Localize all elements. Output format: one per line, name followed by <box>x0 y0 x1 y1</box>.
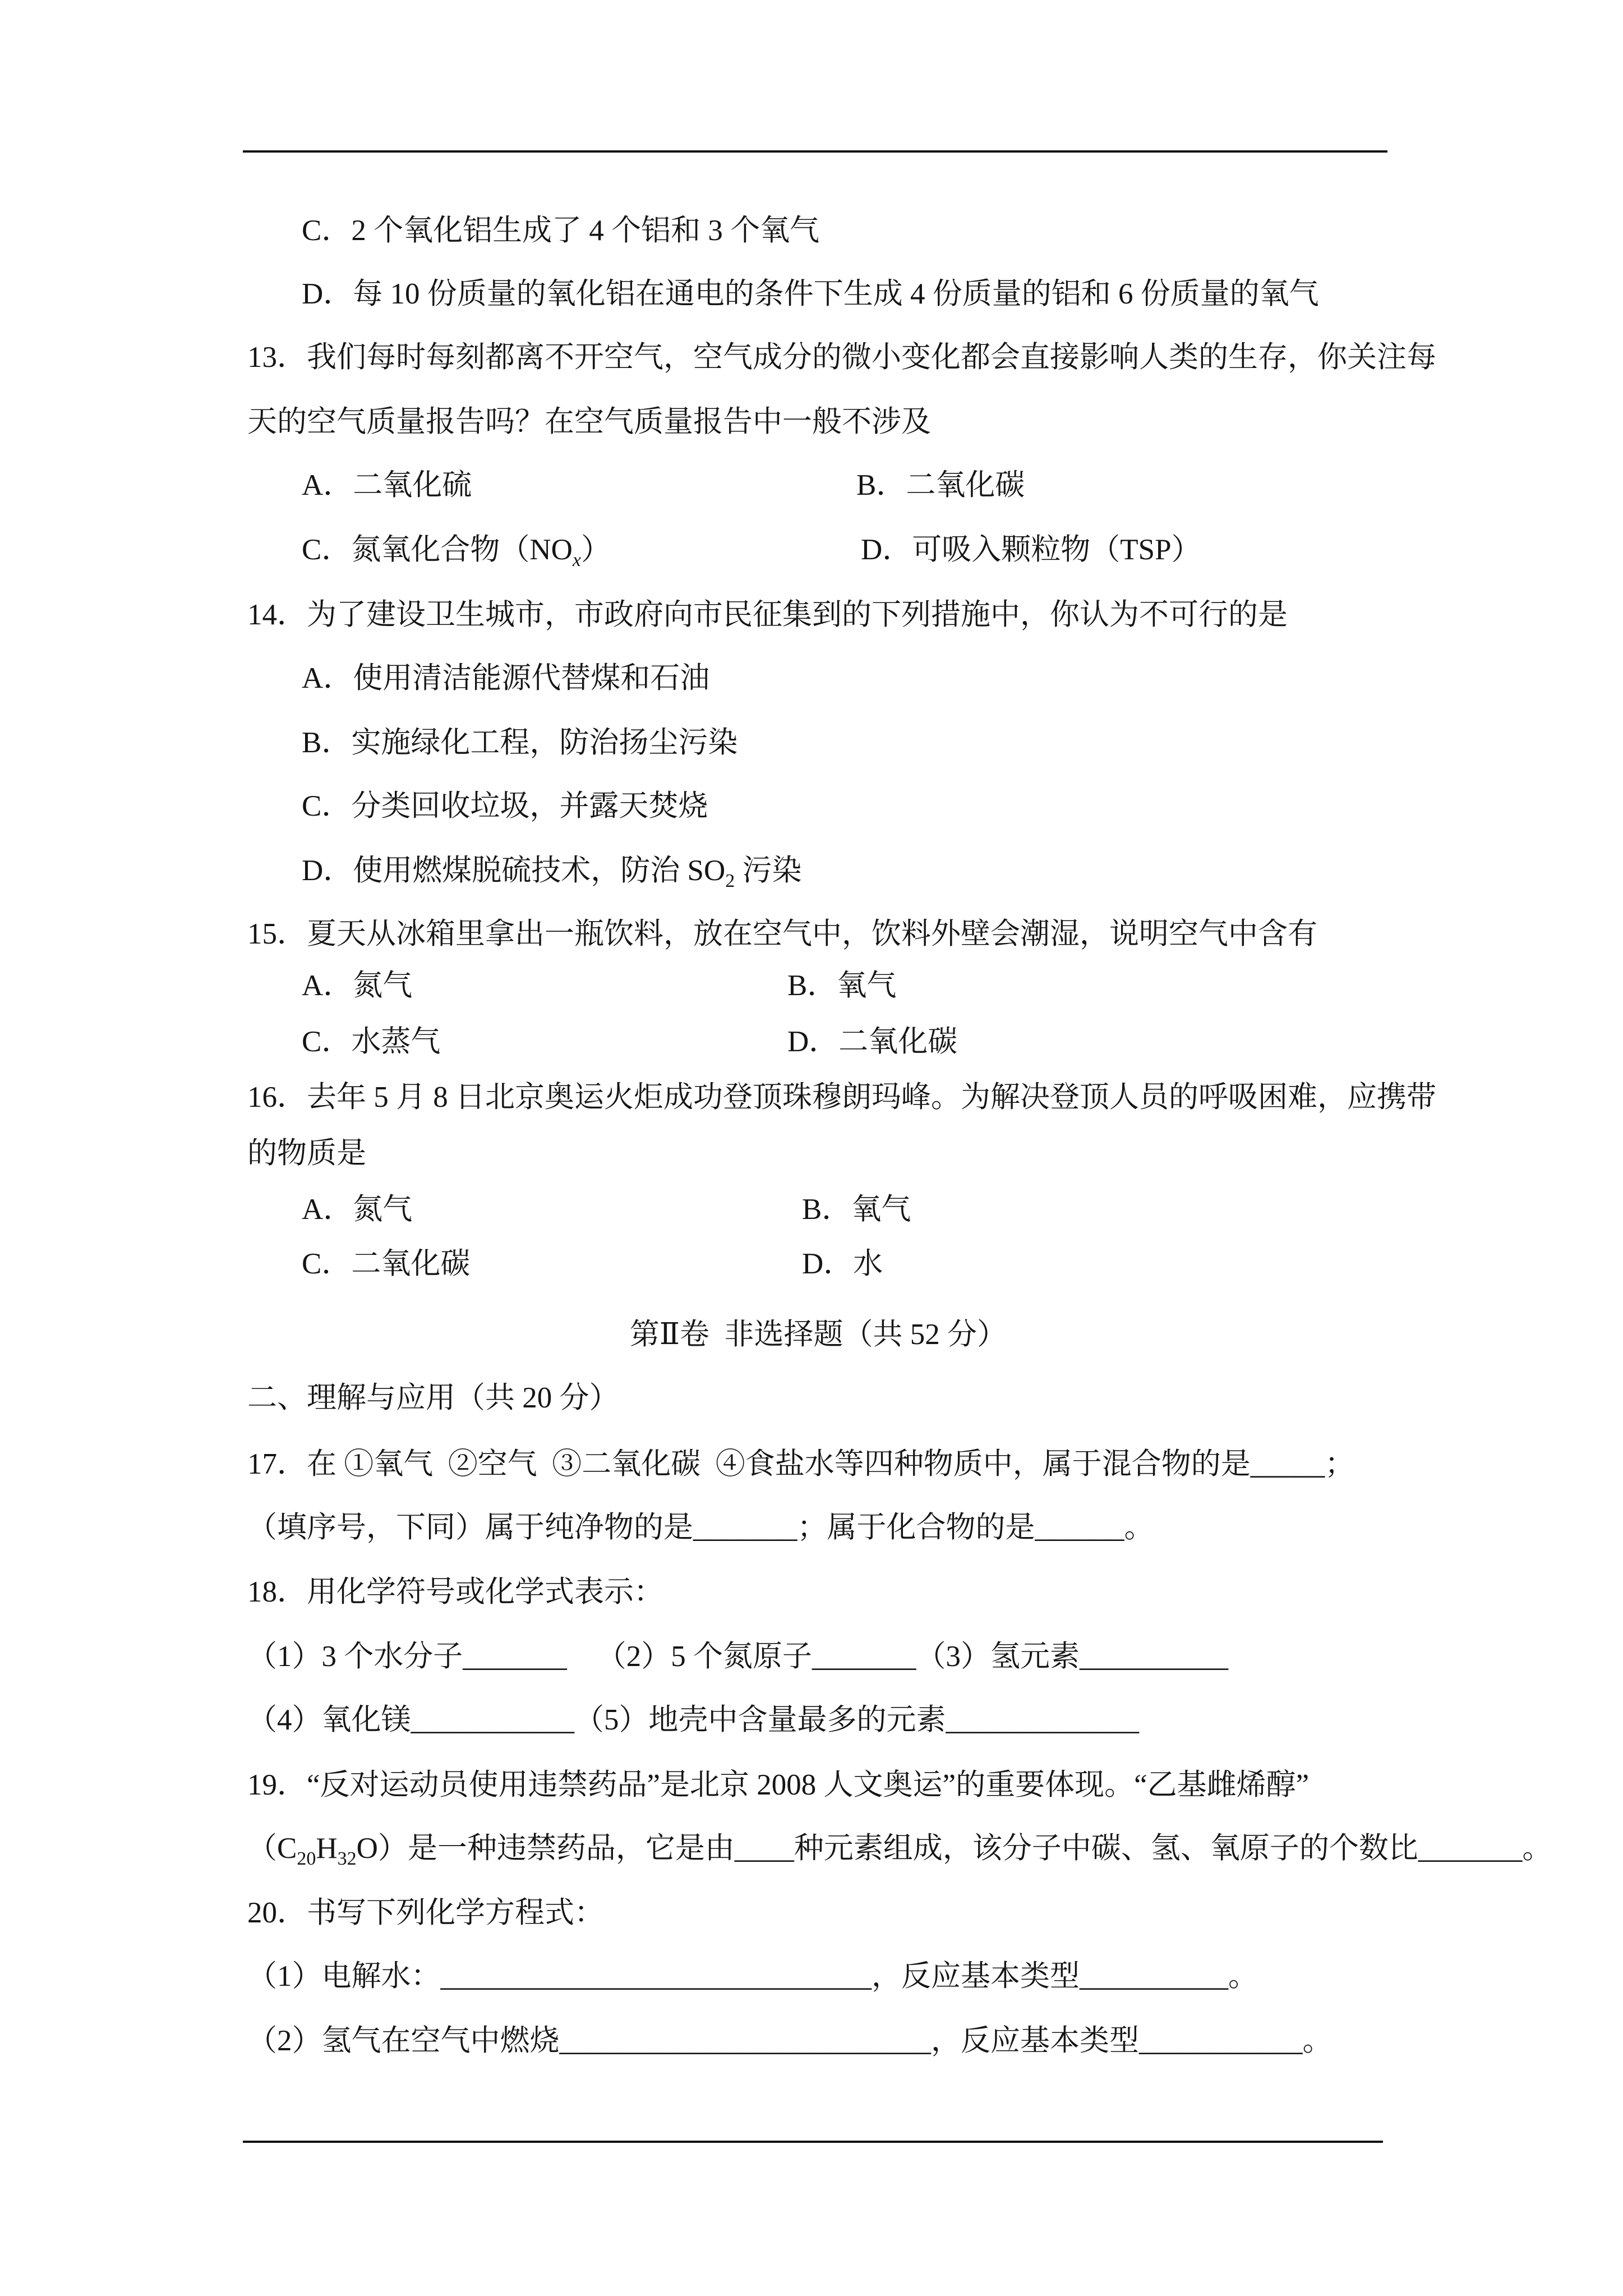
header-rule <box>243 150 1387 153</box>
q15-option-d: D．二氧化碳 <box>787 1025 958 1058</box>
q19-carbon-subscript: 20 <box>297 1848 316 1869</box>
q19-formula-open: （C <box>247 1832 297 1865</box>
part2-title: 第Ⅱ卷 非选择题（共 52 分） <box>630 1318 1007 1351</box>
q18-stem: 18．用化学符号或化学式表示： <box>247 1576 663 1608</box>
q17-line1: 17．在 ①氧气 ②空气 ③二氧化碳 ④食盐水等四种物质中，属于混合物的是_____； <box>247 1448 1355 1480</box>
q19-line2-text: O）是一种违禁药品，它是由____种元素组成，该分子中碳、氢、氧原子的个数比_______。 <box>356 1832 1552 1865</box>
q19-hydrogen-subscript: 32 <box>337 1848 357 1869</box>
q20-line2: （2）氢气在空气中燃烧_________________________，反应基本类型___________。 <box>247 2024 1332 2057</box>
q12-option-c: C．2 个氧化铝生成了 4 个铝和 3 个氧气 <box>302 214 820 247</box>
q15-option-c: C．水蒸气 <box>302 1025 441 1058</box>
q16-stem-line1: 16．去年 5 月 8 日北京奥运火炬成功登顶珠穆朗玛峰。为解决登顶人员的呼吸困难，应携带 <box>247 1081 1436 1114</box>
q14-option-d-text: D．使用燃煤脱硫技术，防治 SO <box>302 854 726 887</box>
q20-stem: 20．书写下列化学方程式： <box>247 1897 604 1929</box>
q18-line2: （4）氧化镁___________（5）地壳中含量最多的元素_____________ <box>247 1704 1139 1736</box>
q19-line2 <box>247 1834 1552 1867</box>
q17-line2: （填序号，下同）属于纯净物的是_______；属于化合物的是______。 <box>247 1511 1154 1544</box>
q14-option-d-subscript: 2 <box>725 871 735 891</box>
q16-stem-line2: 的物质是 <box>247 1137 366 1170</box>
q15-option-b: B．氧气 <box>787 969 897 1002</box>
q13-stem-line2: 天的空气质量报告吗？在空气质量报告中一般不涉及 <box>247 406 931 438</box>
q19-formula-h: H <box>316 1832 338 1865</box>
q14-stem: 14．为了建设卫生城市，市政府向市民征集到的下列措施中，你认为不可行的是 <box>247 599 1288 631</box>
section-heading: 二、理解与应用（共 20 分） <box>247 1382 619 1414</box>
q20-line1: （1）电解水：_____________________________，反应基本类型__________。 <box>247 1960 1258 1993</box>
q16-option-a: A．氮气 <box>302 1193 413 1226</box>
q15-stem: 15．夏天从冰箱里拿出一瓶饮料，放在空气中，饮料外壁会潮湿，说明空气中含有 <box>247 918 1317 950</box>
q13-option-c-close: ） <box>581 533 611 566</box>
q14-option-d-tail: 污染 <box>735 854 802 887</box>
q13-option-c <box>302 535 611 568</box>
q16-option-d: D．水 <box>802 1248 883 1280</box>
q14-option-d <box>302 856 802 889</box>
q14-option-a: A．使用清洁能源代替煤和石油 <box>302 662 710 694</box>
q13-option-d: D．可吸入颗粒物（TSP） <box>861 533 1201 566</box>
q13-option-a: A．二氧化硫 <box>302 469 472 501</box>
q16-option-c: C．二氧化碳 <box>302 1248 471 1280</box>
q13-stem-line1: 13．我们每时每刻都离不开空气，空气成分的微小变化都会直接影响人类的生存，你关注每 <box>247 341 1436 374</box>
q12-option-d: D．每 10 份质量的氧化铝在通电的条件下生成 4 份质量的铝和 6 份质量的氧气 <box>302 278 1319 310</box>
q13-option-b: B．二氧化碳 <box>856 469 1025 501</box>
q18-line1: （1）3 个水分子_______ （2）5 个氮原子_______（3）氢元素__________ <box>247 1640 1228 1673</box>
q14-option-c: C．分类回收垃圾，并露天焚烧 <box>302 790 708 822</box>
q14-option-b: B．实施绿化工程，防治扬尘污染 <box>302 726 738 759</box>
q16-option-b: B．氧气 <box>802 1193 911 1226</box>
q13-option-c-text: C．氮氧化合物（NO <box>302 533 573 566</box>
q19-line1: 19．“反对运动员使用违禁药品”是北京 2008 人文奥运”的重要体现。“乙基雌烯醇” <box>247 1769 1310 1801</box>
footer-rule <box>243 2141 1383 2143</box>
q15-option-a: A．氮气 <box>302 969 413 1002</box>
q13-option-c-subscript: x <box>572 550 581 570</box>
